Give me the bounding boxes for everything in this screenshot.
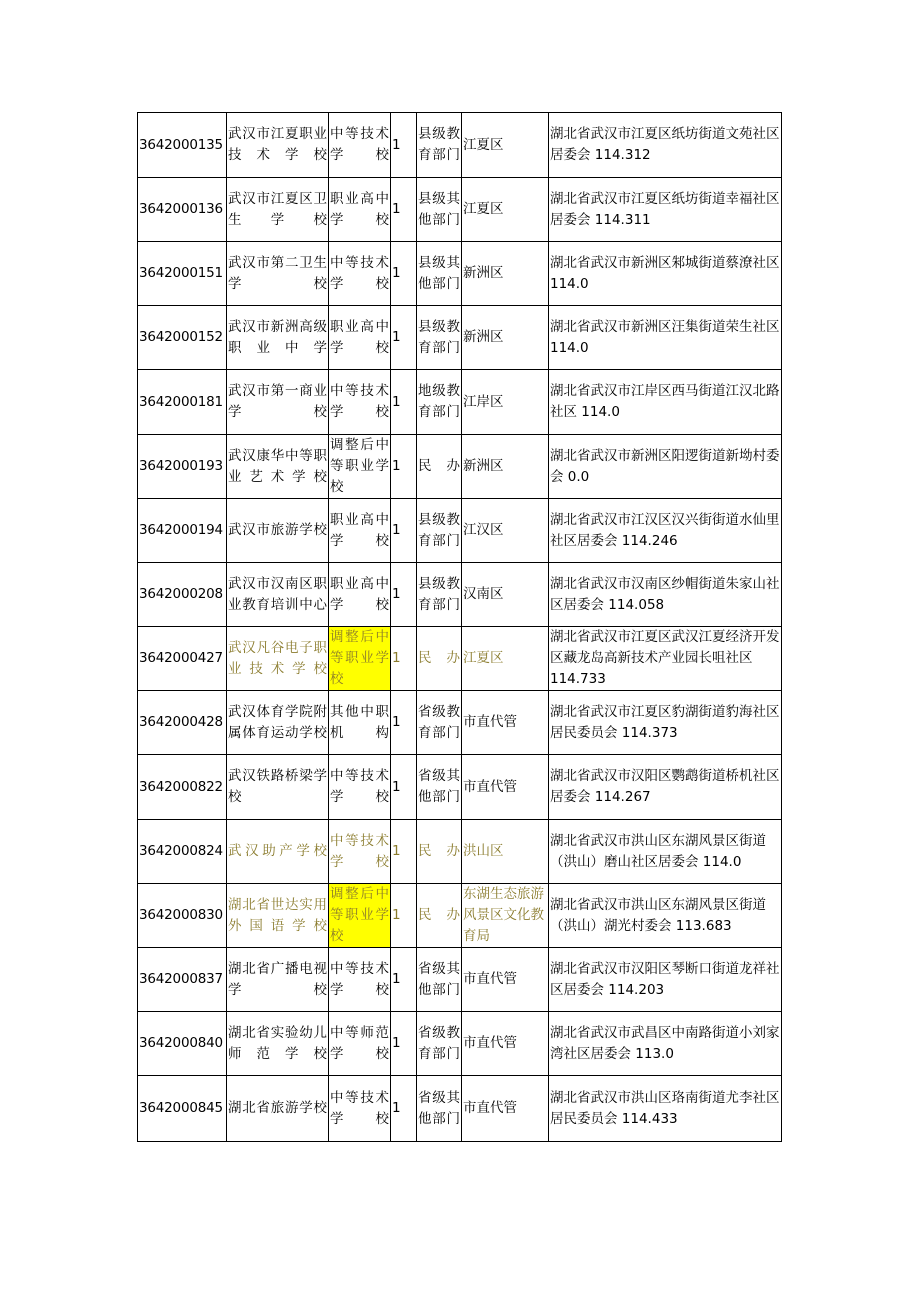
department-cell: 省级其他部门 [417, 948, 462, 1012]
department-cell: 县级其他部门 [417, 178, 462, 242]
school-table [137, 112, 782, 1142]
school-name-cell: 湖北省广播电视学校 [227, 948, 329, 1012]
district-cell: 市直代管 [462, 755, 549, 820]
address-cell: 湖北省武汉市洪山区东湖风景区街道（洪山）磨山社区居委会 114.0 [549, 820, 782, 884]
count-cell: 1 [391, 1012, 417, 1076]
school-code-cell: 3642000830 [138, 884, 227, 948]
school-name-cell: 武汉市第二卫生学校 [227, 242, 329, 306]
address-cell: 湖北省武汉市新洲区汪集街道荣生社区 114.0 [549, 306, 782, 370]
department-cell: 省级教育部门 [417, 1012, 462, 1076]
table-row [138, 242, 782, 306]
department-cell: 地级教育部门 [417, 370, 462, 435]
district-cell: 市直代管 [462, 1012, 549, 1076]
school-name-cell: 武汉市汉南区职业教育培训中心 [227, 563, 329, 627]
school-type-cell: 其他中职机构 [329, 691, 391, 755]
school-name-cell: 武汉凡谷电子职业技术学校 [227, 627, 329, 691]
school-name-cell: 武汉市江夏区卫生学校 [227, 178, 329, 242]
district-cell: 江岸区 [462, 370, 549, 435]
school-type-cell: 中等师范学校 [329, 1012, 391, 1076]
school-type-cell: 调整后中等职业学校 [329, 435, 391, 499]
school-name-cell: 湖北省世达实用外国语学校 [227, 884, 329, 948]
school-code-cell: 3642000824 [138, 820, 227, 884]
district-cell: 江夏区 [462, 113, 549, 178]
table-row [138, 306, 782, 370]
school-name-cell: 武汉市第一商业学校 [227, 370, 329, 435]
school-name-cell: 武汉市旅游学校 [227, 499, 329, 563]
school-type-cell: 职业高中学校 [329, 178, 391, 242]
district-cell: 市直代管 [462, 1076, 549, 1142]
district-cell: 洪山区 [462, 820, 549, 884]
district-cell: 新洲区 [462, 435, 549, 499]
school-type-cell: 中等技术学校 [329, 242, 391, 306]
school-type-cell: 中等技术学校 [329, 820, 391, 884]
table-row [138, 178, 782, 242]
school-code-cell: 3642000193 [138, 435, 227, 499]
school-type-cell: 职业高中学校 [329, 306, 391, 370]
address-cell: 湖北省武汉市江夏区武汉江夏经济开发区藏龙岛高新技术产业园长咀社区 114.733 [549, 627, 782, 691]
school-code-cell: 3642000152 [138, 306, 227, 370]
school-type-cell: 中等技术学校 [329, 1076, 391, 1142]
table-row [138, 755, 782, 820]
school-code-cell: 3642000822 [138, 755, 227, 820]
count-cell: 1 [391, 627, 417, 691]
department-cell: 省级其他部门 [417, 1076, 462, 1142]
table-row [138, 820, 782, 884]
school-type-cell: 调整后中等职业学校 [329, 884, 391, 948]
address-cell: 湖北省武汉市江汉区汉兴街街道水仙里社区居委会 114.246 [549, 499, 782, 563]
count-cell: 1 [391, 306, 417, 370]
department-cell: 民办 [417, 435, 462, 499]
district-cell: 新洲区 [462, 242, 549, 306]
table-row [138, 627, 782, 691]
count-cell: 1 [391, 242, 417, 306]
school-code-cell: 3642000194 [138, 499, 227, 563]
table-row [138, 948, 782, 1012]
count-cell: 1 [391, 113, 417, 178]
school-code-cell: 3642000428 [138, 691, 227, 755]
school-name-cell: 武汉市新洲高级职业中学 [227, 306, 329, 370]
count-cell: 1 [391, 755, 417, 820]
school-name-cell: 武汉铁路桥梁学校 [227, 755, 329, 820]
school-code-cell: 3642000840 [138, 1012, 227, 1076]
school-name-cell: 武汉助产学校 [227, 820, 329, 884]
school-code-cell: 3642000151 [138, 242, 227, 306]
district-cell: 江夏区 [462, 178, 549, 242]
school-name-cell: 武汉市江夏职业技术学校 [227, 113, 329, 178]
count-cell: 1 [391, 499, 417, 563]
table-row [138, 691, 782, 755]
address-cell: 湖北省武汉市新洲区阳逻街道新坳村委会 0.0 [549, 435, 782, 499]
count-cell: 1 [391, 948, 417, 1012]
count-cell: 1 [391, 1076, 417, 1142]
table-row [138, 435, 782, 499]
district-cell: 市直代管 [462, 948, 549, 1012]
school-type-cell: 中等技术学校 [329, 948, 391, 1012]
school-type-cell: 中等技术学校 [329, 755, 391, 820]
department-cell: 县级教育部门 [417, 563, 462, 627]
department-cell: 省级其他部门 [417, 755, 462, 820]
school-code-cell: 3642000427 [138, 627, 227, 691]
school-code-cell: 3642000208 [138, 563, 227, 627]
count-cell: 1 [391, 691, 417, 755]
address-cell: 湖北省武汉市新洲区邾城街道蔡潦社区 114.0 [549, 242, 782, 306]
count-cell: 1 [391, 884, 417, 948]
count-cell: 1 [391, 435, 417, 499]
district-cell: 市直代管 [462, 691, 549, 755]
table-row [138, 499, 782, 563]
school-name-cell: 武汉康华中等职业艺术学校 [227, 435, 329, 499]
table-row [138, 563, 782, 627]
address-cell: 湖北省武汉市江夏区豹湖街道豹海社区居民委员会 114.373 [549, 691, 782, 755]
department-cell: 省级教育部门 [417, 691, 462, 755]
school-type-cell: 职业高中学校 [329, 499, 391, 563]
department-cell: 民办 [417, 884, 462, 948]
school-code-cell: 3642000136 [138, 178, 227, 242]
table-row [138, 370, 782, 435]
address-cell: 湖北省武汉市汉阳区鹦鹉街道桥机社区居委会 114.267 [549, 755, 782, 820]
table-row [138, 884, 782, 948]
count-cell: 1 [391, 370, 417, 435]
table-body [138, 113, 782, 1142]
department-cell: 县级教育部门 [417, 499, 462, 563]
school-name-cell: 湖北省旅游学校 [227, 1076, 329, 1142]
address-cell: 湖北省武汉市江夏区纸坊街道幸福社区居委会 114.311 [549, 178, 782, 242]
department-cell: 县级教育部门 [417, 306, 462, 370]
address-cell: 湖北省武汉市洪山区珞南街道尤李社区居民委员会 114.433 [549, 1076, 782, 1142]
address-cell: 湖北省武汉市洪山区东湖风景区街道（洪山）湖光村委会 113.683 [549, 884, 782, 948]
count-cell: 1 [391, 820, 417, 884]
district-cell: 江汉区 [462, 499, 549, 563]
school-type-cell: 职业高中学校 [329, 563, 391, 627]
department-cell: 民办 [417, 820, 462, 884]
district-cell: 汉南区 [462, 563, 549, 627]
address-cell: 湖北省武汉市汉南区纱帽街道朱家山社区居委会 114.058 [549, 563, 782, 627]
school-code-cell: 3642000845 [138, 1076, 227, 1142]
school-name-cell: 武汉体育学院附属体育运动学校 [227, 691, 329, 755]
department-cell: 县级其他部门 [417, 242, 462, 306]
district-cell: 东湖生态旅游风景区文化教育局 [462, 884, 549, 948]
school-name-cell: 湖北省实验幼儿师范学校 [227, 1012, 329, 1076]
school-type-cell: 中等技术学校 [329, 113, 391, 178]
school-type-cell: 中等技术学校 [329, 370, 391, 435]
table-row [138, 113, 782, 178]
school-type-cell: 调整后中等职业学校 [329, 627, 391, 691]
table-row [138, 1012, 782, 1076]
department-cell: 县级教育部门 [417, 113, 462, 178]
count-cell: 1 [391, 563, 417, 627]
department-cell: 民办 [417, 627, 462, 691]
count-cell: 1 [391, 178, 417, 242]
school-code-cell: 3642000135 [138, 113, 227, 178]
address-cell: 湖北省武汉市江夏区纸坊街道文苑社区居委会 114.312 [549, 113, 782, 178]
address-cell: 湖北省武汉市武昌区中南路街道小刘家湾社区居委会 113.0 [549, 1012, 782, 1076]
address-cell: 湖北省武汉市江岸区西马街道江汉北路社区 114.0 [549, 370, 782, 435]
district-cell: 江夏区 [462, 627, 549, 691]
address-cell: 湖北省武汉市汉阳区琴断口街道龙祥社区居委会 114.203 [549, 948, 782, 1012]
school-code-cell: 3642000181 [138, 370, 227, 435]
table-row [138, 1076, 782, 1142]
school-code-cell: 3642000837 [138, 948, 227, 1012]
district-cell: 新洲区 [462, 306, 549, 370]
